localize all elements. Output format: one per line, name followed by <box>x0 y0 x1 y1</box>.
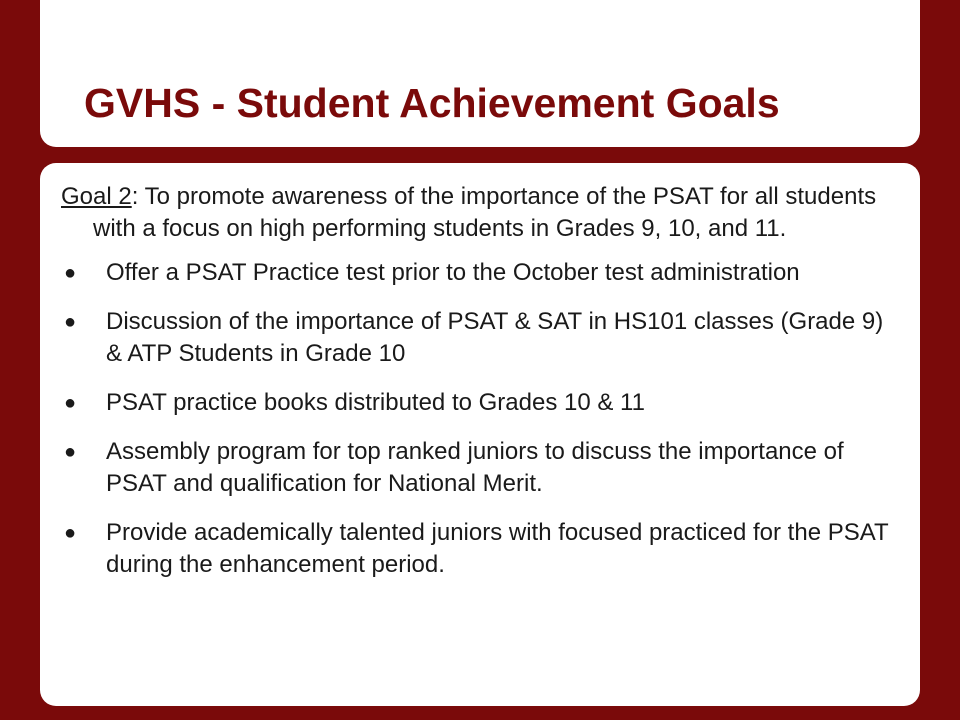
bullet-icon: ● <box>64 311 77 333</box>
bullet-icon: ● <box>64 441 77 463</box>
goal-text: : To promote awareness of the importance of the PSAT for all students with a focus on high performing students in Grades 9, 10, and 11. <box>93 183 877 242</box>
list-item <box>61 517 901 581</box>
slide-title: GVHS - Student Achievement Goals <box>84 80 780 126</box>
goal-actions-list <box>61 257 901 581</box>
list-item-text: Provide academically talented juniors with focused practiced for the PSAT during the enhancement period. <box>106 519 889 578</box>
bullet-icon: ● <box>64 262 77 284</box>
list-item-text: Assembly program for top ranked juniors to discuss the importance of PSAT and qualification for National Merit. <box>106 438 844 497</box>
list-item-text: Offer a PSAT Practice test prior to the October test administration <box>106 259 800 286</box>
slide-content <box>61 181 901 598</box>
list-item-text: PSAT practice books distributed to Grades 10 & 11 <box>106 389 645 416</box>
list-item <box>61 387 901 419</box>
list-item <box>61 257 901 289</box>
list-item <box>61 306 901 370</box>
goal-paragraph <box>61 181 901 245</box>
list-item-text: Discussion of the importance of PSAT & SAT in HS101 classes (Grade 9) & ATP Students in Grade 10 <box>106 308 884 367</box>
list-item <box>61 436 901 500</box>
bullet-icon: ● <box>64 522 77 544</box>
bullet-icon: ● <box>64 392 77 414</box>
goal-label: Goal 2 <box>61 183 132 210</box>
